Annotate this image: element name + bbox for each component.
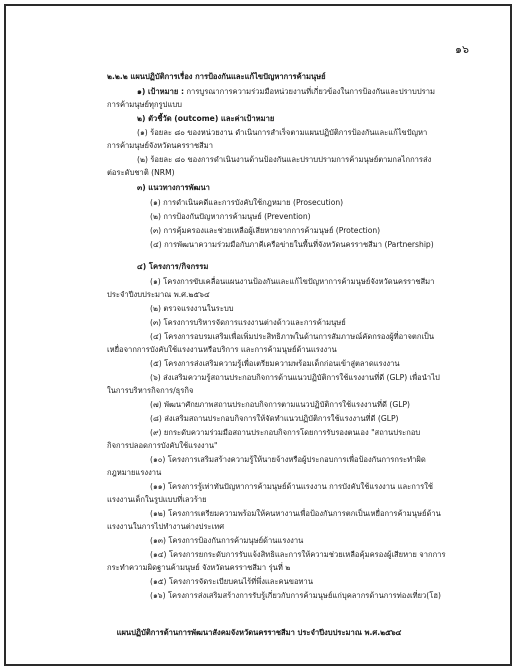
project-item: (๒) ตรวจแรงงานในระบบ	[150, 304, 234, 313]
project-item-cont: กิจการปลอดการบังคับใช้แรงงาน"	[107, 441, 218, 450]
project-item: (๓) โครงการบริหารจัดการแรงงานต่างด้าวและการค้ามนุษย์	[150, 318, 346, 327]
project-item: (๑๕) โครงการจัดระเบียบคนไร้ที่พึ่งและคนขอทาน	[150, 577, 314, 586]
goal-text-cont: การค้ามนุษย์ทุกรูปแบบ	[107, 100, 182, 109]
page-number: ๑๖	[455, 43, 469, 56]
approach-item: (๑) การดำเนินคดีและการบังคับใช้กฎหมาย (Prosecution)	[150, 198, 344, 207]
project-item: (๕) โครงการส่งเสริมความรู้เพื่อเตรียมความพร้อมเด็กก่อนเข้าสู่ตลาดแรงงาน	[150, 359, 400, 368]
indicator-2: (๒) ร้อยละ ๘๐ ของการดำเนินงานด้านป้องกันและปราบปรามการค้ามนุษย์ตามกลไกการส่ง	[137, 155, 432, 164]
project-item-cont: ประจำปีงบประมาณ พ.ศ.๒๕๖๔	[107, 290, 210, 299]
project-item: (๑๔) โครงการยกระดับการรับแจ้งสิทธิและการให้ความช่วยเหลือคุ้มครองผู้เสียหาย จากการ	[150, 550, 446, 559]
goal-text: การบูรณาการความร่วมมือหน่วยงานที่เกี่ยวข้องในการป้องกันและปราบปราม	[186, 87, 436, 96]
project-item: (๑๐) โครงการเสริมสร้างความรู้ให้นายจ้างหรือผู้ประกอบการเพื่อป้องกันการกระทำผิด	[150, 455, 426, 464]
project-item: (๖) ส่งเสริมความรู้สถานประกอบกิจการด้านแนวปฏิบัติการใช้แรงงานที่ดี (GLP) เพื่อนำไป	[150, 373, 440, 382]
project-item: (๔) โครงการอบรมเสริมเพื่อเพิ่มประสิทธิภาพในด้านการสัมภาษณ์คัดกรองผู้ที่อาจตกเป็น	[150, 332, 435, 341]
project-item: (๑๑) โครงการรู้เท่าทันปัญหาการค้ามนุษย์ด้านแรงงาน การบังคับใช้แรงงาน และการใช้	[150, 482, 434, 491]
project-item-cont: แรงงานเด็กในรูปแบบที่เลวร้าย	[107, 495, 207, 504]
projects-heading: ๔) โครงการ/กิจกรรม	[137, 262, 209, 271]
project-item: (๑) โครงการขับเคลื่อนแผนงานป้องกันและแก้ไขปัญหาการค้ามนุษย์จังหวัดนครราชสีมา	[150, 277, 435, 286]
project-item-cont: ในการบริหารกิจการ/ธุรกิจ	[107, 386, 194, 395]
project-item-cont: กระทำความผิดฐานค้ามนุษย์ จังหวัดนครราชสีมา รุ่นที่ ๒	[107, 563, 291, 572]
indicator-1-cont: การค้ามนุษย์จังหวัดนครราชสีมา	[107, 141, 214, 150]
goal-label: ๑) เป้าหมาย :	[137, 87, 185, 96]
project-item-cont: แรงงานในการไปทำงานต่างประเทศ	[107, 522, 225, 531]
approach-item: (๓) การคุ้มครองและช่วยเหลือผู้เสียหายจากการค้ามนุษย์ (Protection)	[150, 226, 381, 235]
indicator-2-cont: ต่อระดับชาติ (NRM)	[107, 168, 175, 177]
goal-line	[137, 87, 435, 97]
project-item-cont: กฎหมายแรงงาน	[107, 468, 162, 477]
indicator-heading: ๒) ตัวชี้วัด (outcome) และค่าเป้าหมาย	[137, 114, 275, 123]
indicator-1: (๑) ร้อยละ ๘๐ ของหน่วยงาน ดำเนินการสำเร็จตามแผนปฏิบัติการป้องกันและแก้ไขปัญหา	[137, 128, 428, 137]
page-footer: แผนปฏิบัติการด้านการพัฒนาสังคมจังหวัดนครราชสีมา ประจำปีงบประมาณ พ.ศ.๒๕๖๔	[116, 628, 402, 637]
project-item-cont: เหยื่อจากการบังคับใช้แรงงานหรือบริการ และการค้ามนุษย์ด้านแรงงาน	[107, 345, 337, 354]
section-title: ๒.๒.๒ แผนปฏิบัติการเรื่อง การป้องกันและแก้ไขปัญหาการค้ามนุษย์	[107, 72, 326, 81]
project-item: (๑๒) โครงการเตรียมความพร้อมให้คนหางานเพื่อป้องกันการตกเป็นเหยื่อการค้ามนุษย์ด้าน	[150, 509, 441, 518]
project-item: (๑๓) โครงการป้องกันการค้ามนุษย์ด้านแรงงาน	[150, 536, 304, 545]
approach-heading: ๓) แนวทางการพัฒนา	[137, 183, 210, 192]
project-item: (๘) ส่งเสริมสถานประกอบกิจการให้จัดทำแนวปฏิบัติการใช้แรงงานที่ดี (GLP)	[150, 414, 399, 423]
approach-item: (๒) การป้องกันปัญหาการค้ามนุษย์ (Prevention)	[150, 212, 311, 221]
project-item: (๙) ยกระดับความร่วมมือสถานประกอบกิจการโดยการรับรองตนเอง "สถานประกอบ	[150, 428, 421, 437]
project-item: (๗) พัฒนาศักยภาพสถานประกอบกิจการตามแนวปฏิบัติการใช้แรงงานที่ดี (GLP)	[150, 400, 410, 409]
approach-item: (๔) การพัฒนาความร่วมมือกับภาคีเครือข่ายในพื้นที่จังหวัดนครราชสีมา (Partnership)	[150, 240, 434, 249]
project-item: (๑๖) โครงการส่งเสริมสร้างการรับรู้เกี่ยวกับการค้ามนุษย์แก่บุคลากรด้านการท่องเที่ยว(โฮ)	[150, 591, 441, 600]
